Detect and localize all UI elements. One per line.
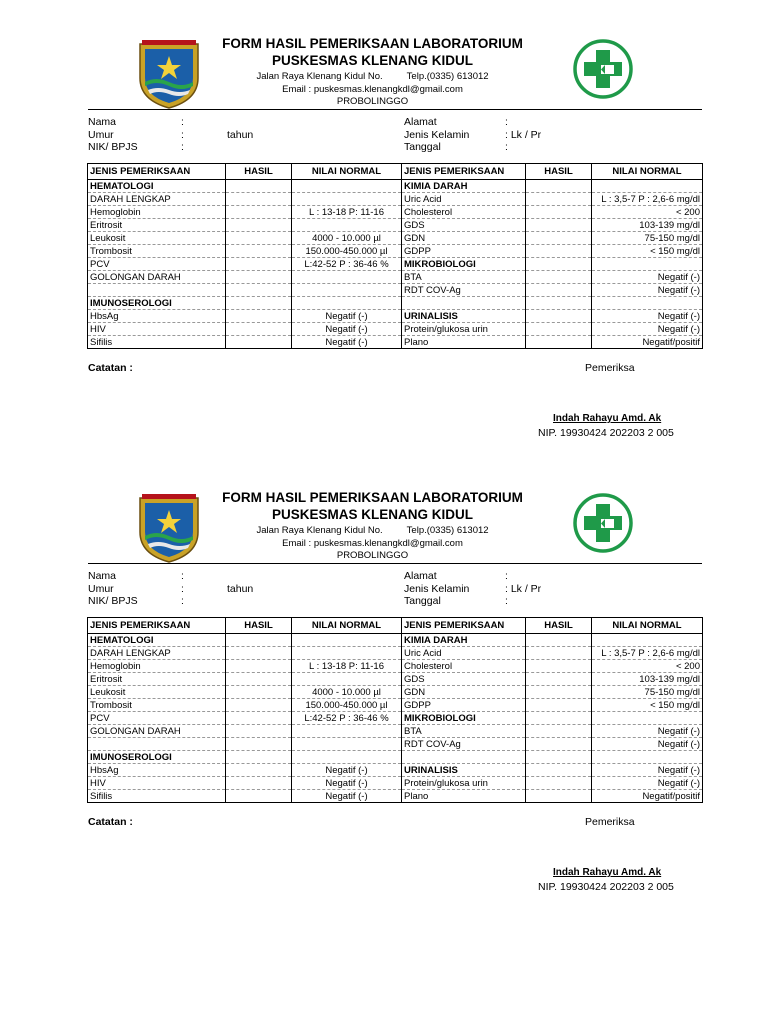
form-title: FORM HASIL PEMERIKSAAN LABORATORIUM [222,490,523,505]
left-test-name: DARAH LENGKAP [88,647,226,660]
table-row [88,232,703,245]
umur-colon: : [181,583,184,595]
table-row [88,206,703,219]
right-test-name: KIMIA DARAH [402,180,526,193]
right-test-name: KIMIA DARAH [402,634,526,647]
left-result-cell[interactable] [226,271,292,284]
table-row [88,764,703,777]
lab-results-table [87,617,703,803]
right-normal-value: L : 3,5-7 P : 2,6-6 mg/dl [592,193,703,206]
left-normal-value [292,751,402,764]
right-test-name: MIKROBIOLOGI [402,258,526,271]
left-result-cell[interactable] [226,193,292,206]
right-test-name: Cholesterol [402,206,526,219]
pemeriksa-label: Pemeriksa [585,816,635,828]
nama-label: Nama [88,570,117,582]
left-result-cell[interactable] [226,245,292,258]
left-result-cell[interactable] [226,336,292,349]
table-row [88,686,703,699]
right-normal-value: 103-139 mg/dl [592,673,703,686]
table-row [88,660,703,673]
left-test-name: IMUNOSEROLOGI [88,751,226,764]
right-normal-value [592,751,703,764]
clinic-name: PUSKESMAS KLENANG KIDUL [271,507,473,522]
nama-colon: : [181,116,184,128]
right-test-name: Cholesterol [402,660,526,673]
table-row [88,699,703,712]
right-result-cell[interactable] [526,219,592,232]
left-result-cell[interactable] [226,660,292,673]
right-normal-value: Negatif (-) [592,284,703,297]
left-result-cell[interactable] [226,206,292,219]
table-row [88,180,703,193]
right-normal-value: Negatif (-) [592,725,703,738]
right-test-name: MIKROBIOLOGI [402,712,526,725]
right-result-cell[interactable] [526,180,592,193]
col-header-hasil-left: HASIL [226,618,292,634]
umur-label: Umur [88,129,114,141]
right-result-cell[interactable] [526,673,592,686]
table-row [88,647,703,660]
right-normal-value [592,180,703,193]
left-test-name: Hemoglobin [88,660,226,673]
signer-nip: NIP. 19930424 202203 2 005 [538,427,674,439]
table-row [88,712,703,725]
right-normal-value [592,712,703,725]
alamat-colon: : [505,570,508,582]
tanggal-colon: : [505,141,508,153]
left-result-cell[interactable] [226,258,292,271]
left-normal-value [292,271,402,284]
left-result-cell[interactable] [226,284,292,297]
left-normal-value [292,297,402,310]
table-row [88,634,703,647]
signer-nip: NIP. 19930424 202203 2 005 [538,881,674,893]
left-normal-value: Negatif (-) [292,790,402,803]
left-test-name: Trombosit [88,699,226,712]
col-header-hasil-right: HASIL [526,618,592,634]
clinic-city: PROBOLINGGO [336,96,409,107]
tanggal-label: Tanggal [404,595,441,607]
right-result-cell[interactable] [526,699,592,712]
left-test-name: PCV [88,712,226,725]
left-normal-value: L:42-52 P : 36-46 % [292,258,402,271]
left-test-name: Eritrosit [88,219,226,232]
left-result-cell[interactable] [226,297,292,310]
right-test-name: Protein/glukosa urin [402,777,526,790]
umur-unit: tahun [227,129,254,141]
right-result-cell[interactable] [526,284,592,297]
catatan-label: Catatan : [88,362,133,374]
left-test-name: PCV [88,258,226,271]
left-result-cell[interactable] [226,634,292,647]
form-title: FORM HASIL PEMERIKSAAN LABORATORIUM [222,36,523,51]
table-row [88,777,703,790]
left-normal-value [292,725,402,738]
left-normal-value: L : 13-18 P: 11-16 [292,660,402,673]
clinic-email: Email : puskesmas.klenangkdl@gmail.com [282,84,463,95]
left-result-cell[interactable] [226,738,292,751]
left-result-cell[interactable] [226,219,292,232]
right-result-cell[interactable] [526,336,592,349]
right-result-cell[interactable] [526,323,592,336]
nama-label: Nama [88,116,117,128]
table-row [88,219,703,232]
col-header-jenis-right: JENIS PEMERIKSAAN [402,618,526,634]
right-normal-value [592,634,703,647]
right-test-name: Plano [402,790,526,803]
left-result-cell[interactable] [226,790,292,803]
left-test-name: HIV [88,777,226,790]
left-normal-value [292,219,402,232]
right-test-name: URINALISIS [402,310,526,323]
jenis-kelamin-value: : Lk / Pr [505,583,542,595]
right-result-cell[interactable] [526,245,592,258]
left-normal-value [292,738,402,751]
umur-label: Umur [88,583,114,595]
col-header-hasil-right: HASIL [526,164,592,180]
left-normal-value: 150.000-450.000 µl [292,699,402,712]
right-result-cell[interactable] [526,725,592,738]
lab-results-table [87,163,703,349]
right-result-cell[interactable] [526,751,592,764]
right-normal-value: Negatif (-) [592,271,703,284]
lab-form [0,454,768,894]
col-header-normal-right: NILAI NORMAL [592,164,703,180]
jenis-kelamin-label: Jenis Kelamin [404,583,470,595]
signer-name: Indah Rahayu Amd. Ak [553,413,662,424]
left-result-cell[interactable] [226,751,292,764]
left-test-name: Leukosit [88,232,226,245]
table-row [88,738,703,751]
left-result-cell[interactable] [226,764,292,777]
right-test-name: Protein/glukosa urin [402,323,526,336]
left-normal-value: L:42-52 P : 36-46 % [292,712,402,725]
nik-colon: : [181,595,184,607]
jenis-kelamin-value: : Lk / Pr [505,129,542,141]
left-test-name: Eritrosit [88,673,226,686]
catatan-label: Catatan : [88,816,133,828]
right-result-cell[interactable] [526,232,592,245]
right-normal-value: Negatif (-) [592,310,703,323]
col-header-jenis-left: JENIS PEMERIKSAAN [88,164,226,180]
right-test-name: GDS [402,673,526,686]
right-test-name [402,297,526,310]
table-row [88,258,703,271]
left-test-name [88,738,226,751]
umur-unit: tahun [227,583,254,595]
table-row [88,336,703,349]
table-header-row [88,164,703,180]
left-test-name: HbsAg [88,310,226,323]
jenis-kelamin-label: Jenis Kelamin [404,129,470,141]
clinic-email: Email : puskesmas.klenangkdl@gmail.com [282,538,463,549]
clinic-address [150,71,595,82]
right-normal-value: L : 3,5-7 P : 2,6-6 mg/dl [592,647,703,660]
right-result-cell[interactable] [526,764,592,777]
left-test-name: HbsAg [88,764,226,777]
table-row [88,323,703,336]
left-test-name: GOLONGAN DARAH [88,271,226,284]
right-normal-value: < 200 [592,206,703,219]
right-result-cell[interactable] [526,193,592,206]
header-divider [88,563,702,564]
col-header-jenis-left: JENIS PEMERIKSAAN [88,618,226,634]
right-result-cell[interactable] [526,712,592,725]
col-header-normal-left: NILAI NORMAL [292,618,402,634]
left-test-name: HEMATOLOGI [88,634,226,647]
table-header-row [88,618,703,634]
left-test-name: Trombosit [88,245,226,258]
right-result-cell[interactable] [526,206,592,219]
right-result-cell[interactable] [526,634,592,647]
right-normal-value: Negatif/positif [592,790,703,803]
right-result-cell[interactable] [526,660,592,673]
left-normal-value: Negatif (-) [292,777,402,790]
left-test-name: Leukosit [88,686,226,699]
tanggal-colon: : [505,595,508,607]
nik-label: NIK/ BPJS [88,141,138,153]
left-normal-value [292,193,402,206]
right-normal-value: < 150 mg/dl [592,245,703,258]
left-result-cell[interactable] [226,232,292,245]
right-normal-value: Negatif (-) [592,738,703,751]
right-test-name: GDS [402,219,526,232]
left-test-name: IMUNOSEROLOGI [88,297,226,310]
right-normal-value: Negatif (-) [592,764,703,777]
left-normal-value: L : 13-18 P: 11-16 [292,206,402,219]
clinic-city: PROBOLINGGO [336,550,409,561]
left-test-name: HIV [88,323,226,336]
left-test-name: Sifilis [88,790,226,803]
nik-colon: : [181,141,184,153]
col-header-normal-left: NILAI NORMAL [292,164,402,180]
right-test-name: Uric Acid [402,647,526,660]
left-test-name: Hemoglobin [88,206,226,219]
right-normal-value: 75-150 mg/dl [592,686,703,699]
address-text: Jalan Raya Klenang Kidul No. [256,71,383,82]
left-test-name: Sifilis [88,336,226,349]
right-test-name: RDT COV-Ag [402,738,526,751]
left-normal-value [292,673,402,686]
left-result-cell[interactable] [226,686,292,699]
right-test-name [402,751,526,764]
table-row [88,673,703,686]
left-test-name: DARAH LENGKAP [88,193,226,206]
nama-colon: : [181,570,184,582]
col-header-jenis-right: JENIS PEMERIKSAAN [402,164,526,180]
table-row [88,751,703,764]
right-result-cell[interactable] [526,297,592,310]
col-header-hasil-left: HASIL [226,164,292,180]
alamat-label: Alamat [404,116,437,128]
right-test-name: BTA [402,725,526,738]
right-result-cell[interactable] [526,258,592,271]
umur-colon: : [181,129,184,141]
left-result-cell[interactable] [226,647,292,660]
right-result-cell[interactable] [526,647,592,660]
right-result-cell[interactable] [526,271,592,284]
left-result-cell[interactable] [226,673,292,686]
right-test-name: GDPP [402,245,526,258]
left-normal-value: Negatif (-) [292,323,402,336]
left-normal-value: 4000 - 10.000 µl [292,686,402,699]
left-test-name: HEMATOLOGI [88,180,226,193]
right-test-name: URINALISIS [402,764,526,777]
right-result-cell[interactable] [526,790,592,803]
right-test-name: GDPP [402,699,526,712]
alamat-colon: : [505,116,508,128]
left-result-cell[interactable] [226,699,292,712]
left-normal-value: Negatif (-) [292,310,402,323]
right-normal-value: 103-139 mg/dl [592,219,703,232]
right-normal-value: Negatif/positif [592,336,703,349]
right-result-cell[interactable] [526,686,592,699]
right-normal-value: < 200 [592,660,703,673]
right-test-name: RDT COV-Ag [402,284,526,297]
right-result-cell[interactable] [526,738,592,751]
table-row [88,193,703,206]
table-row [88,245,703,258]
right-result-cell[interactable] [526,310,592,323]
left-test-name: GOLONGAN DARAH [88,725,226,738]
right-test-name: GDN [402,232,526,245]
left-test-name [88,284,226,297]
nik-label: NIK/ BPJS [88,595,138,607]
table-row [88,271,703,284]
left-normal-value [292,647,402,660]
right-test-name: BTA [402,271,526,284]
phone-text: Telp.(0335) 613012 [406,525,489,536]
right-test-name: GDN [402,686,526,699]
left-normal-value [292,634,402,647]
right-normal-value: 75-150 mg/dl [592,232,703,245]
left-result-cell[interactable] [226,777,292,790]
right-test-name: Uric Acid [402,193,526,206]
left-normal-value: Negatif (-) [292,764,402,777]
right-normal-value [592,258,703,271]
left-normal-value [292,180,402,193]
alamat-label: Alamat [404,570,437,582]
right-result-cell[interactable] [526,777,592,790]
col-header-normal-right: NILAI NORMAL [592,618,703,634]
table-row [88,297,703,310]
table-row [88,284,703,297]
right-test-name: Plano [402,336,526,349]
left-normal-value: 4000 - 10.000 µl [292,232,402,245]
left-result-cell[interactable] [226,725,292,738]
right-normal-value [592,297,703,310]
phone-text: Telp.(0335) 613012 [406,71,489,82]
signer-name: Indah Rahayu Amd. Ak [553,867,662,878]
left-result-cell[interactable] [226,323,292,336]
tanggal-label: Tanggal [404,141,441,153]
clinic-name: PUSKESMAS KLENANG KIDUL [271,53,473,68]
left-result-cell[interactable] [226,310,292,323]
header-divider [88,109,702,110]
table-row [88,790,703,803]
address-text: Jalan Raya Klenang Kidul No. [256,525,383,536]
right-normal-value: Negatif (-) [592,323,703,336]
table-row [88,725,703,738]
clinic-address [150,525,595,536]
pemeriksa-label: Pemeriksa [585,362,635,374]
right-normal-value: < 150 mg/dl [592,699,703,712]
left-result-cell[interactable] [226,180,292,193]
left-normal-value: Negatif (-) [292,336,402,349]
right-normal-value: Negatif (-) [592,777,703,790]
left-normal-value: 150.000-450.000 µl [292,245,402,258]
table-row [88,310,703,323]
lab-form [0,0,768,440]
left-normal-value [292,284,402,297]
left-result-cell[interactable] [226,712,292,725]
